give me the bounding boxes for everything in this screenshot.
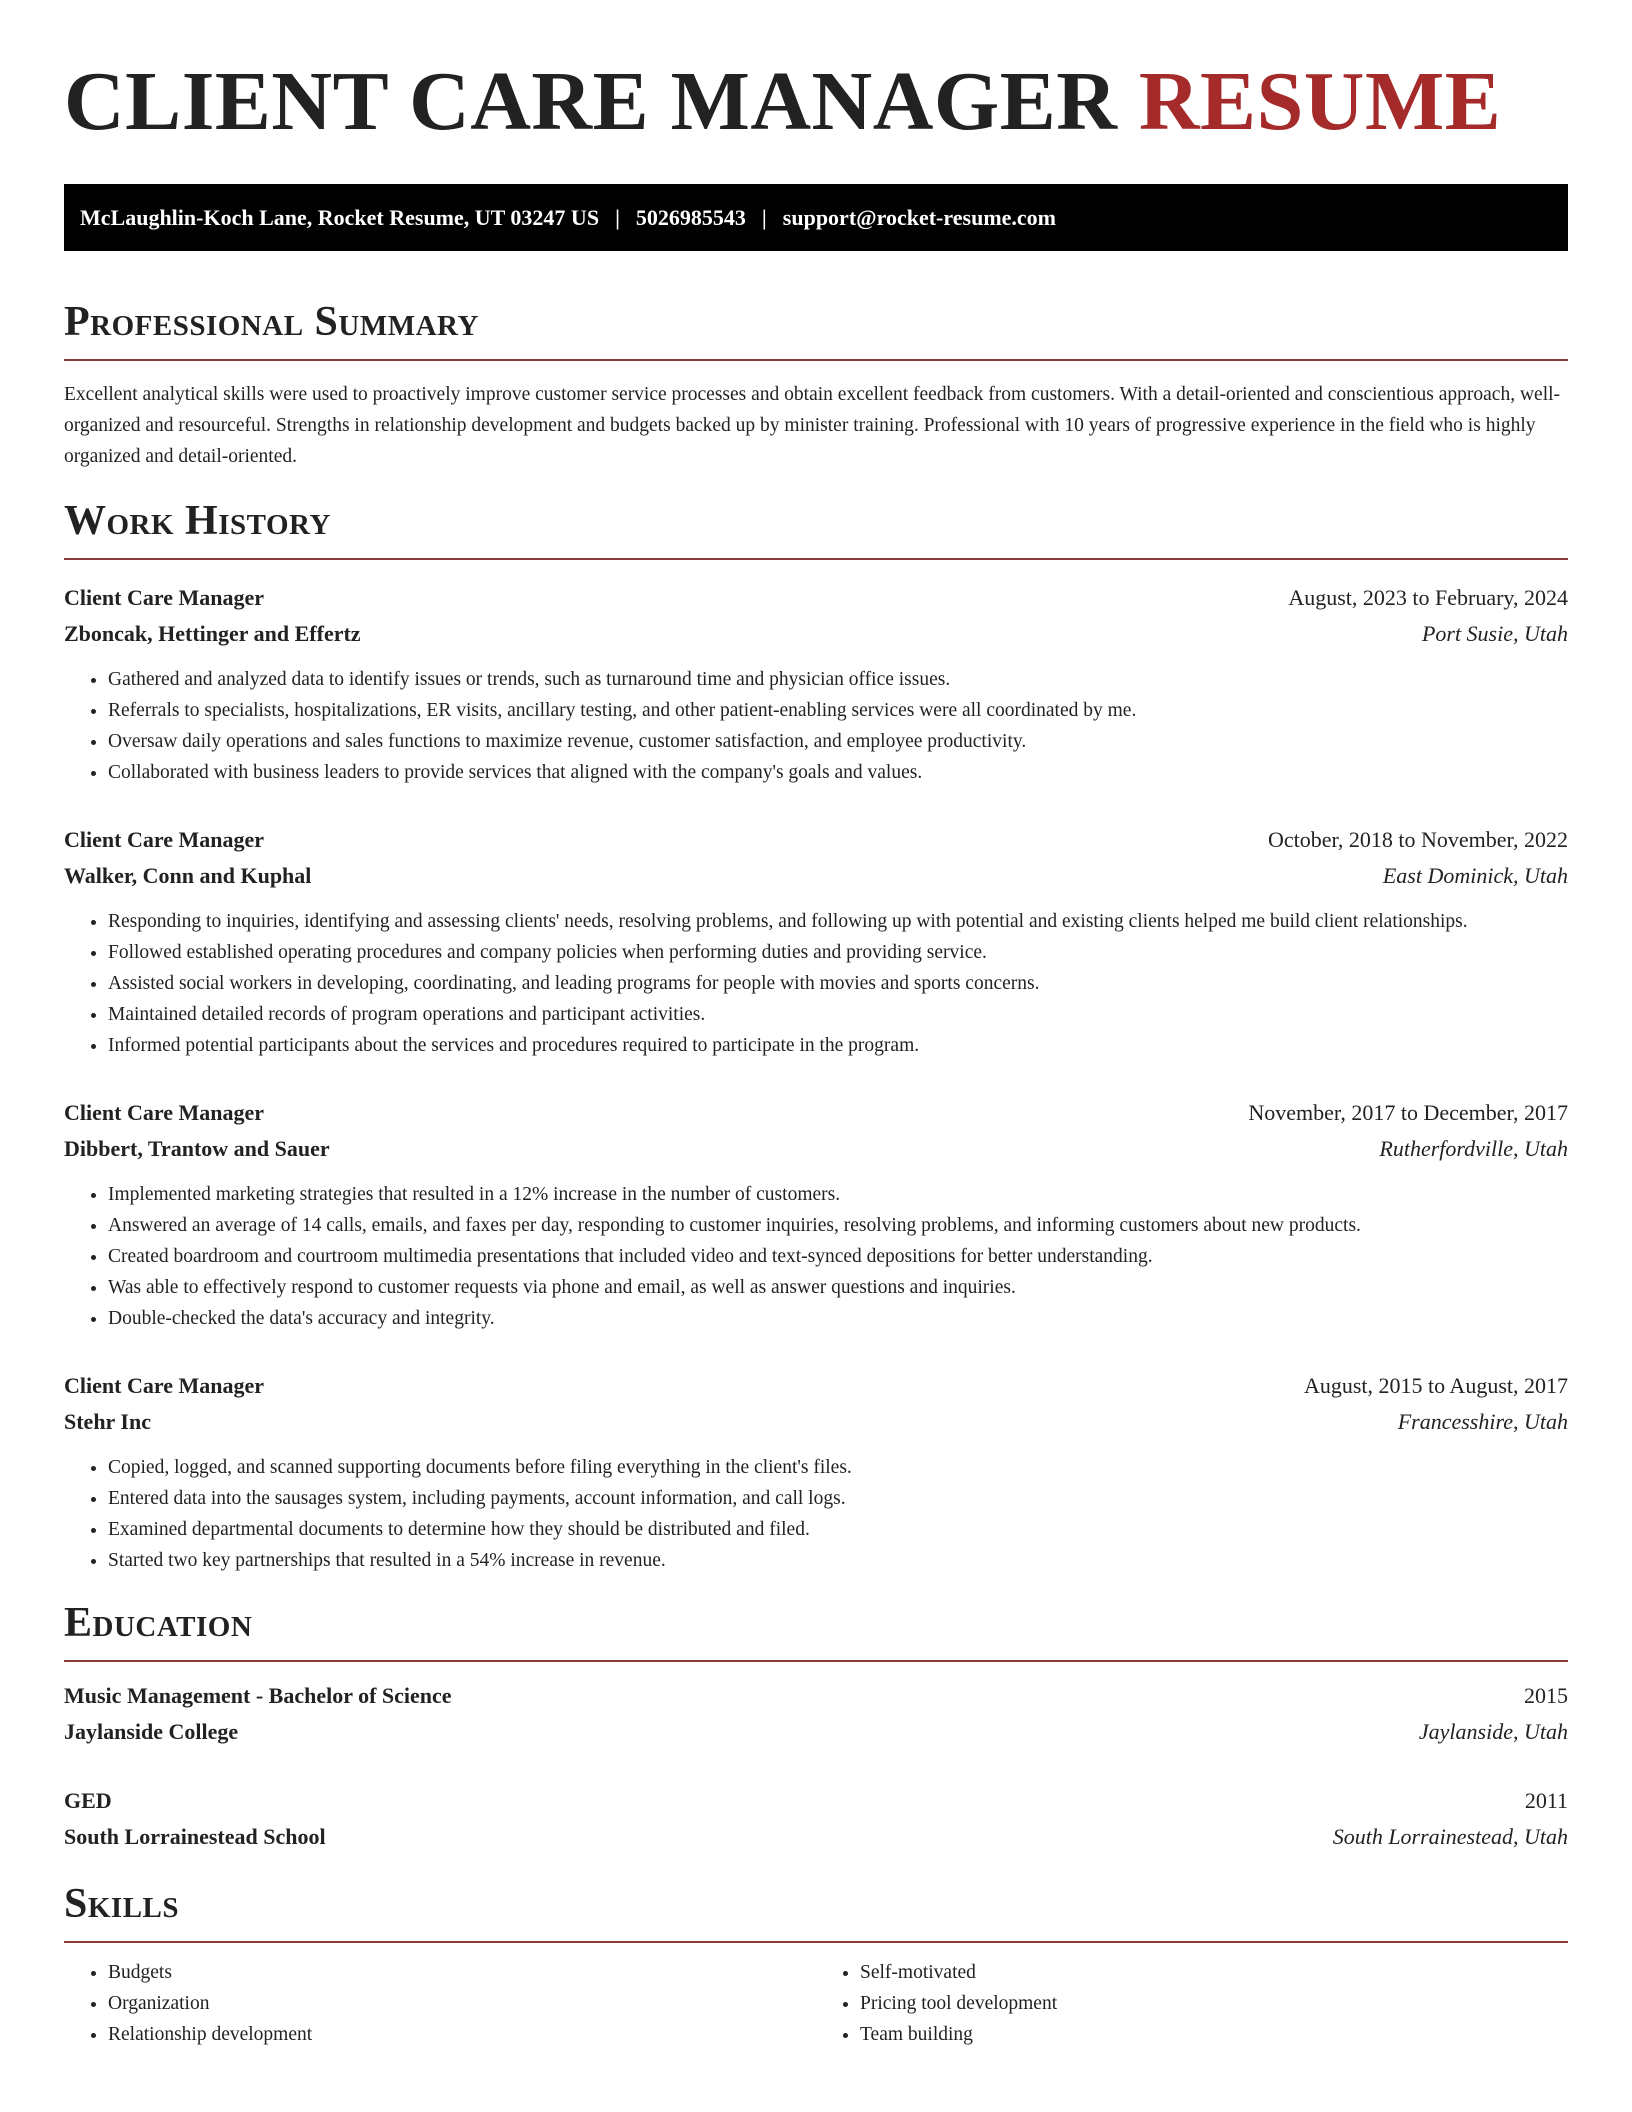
- section-title-skills: Skills: [64, 1883, 1568, 1943]
- job-bullet: • Implemented marketing strategies that resulted in a 12% increase in the number of customers.: [108, 1179, 1568, 1210]
- skills-column-left: [64, 1957, 816, 2050]
- section-title-work-history: Work History: [64, 500, 1568, 560]
- job-role: Client Care Manager: [64, 1100, 264, 1125]
- job-location: Rutherfordville, Utah: [1379, 1136, 1568, 1161]
- summary-text: Excellent analytical skills were used to proactively improve customer service processes and obtain excellent feedback from customers. With a detail-oriented and conscientious approach, well-organized and resourceful. Strengths in relationship development and budgets backed up by minister training. Professional with 10 years of progressive experience in the field who is highly organized and detail-oriented.: [64, 384, 1561, 467]
- job-location: East Dominick, Utah: [1382, 863, 1568, 888]
- job-role: Client Care Manager: [64, 827, 264, 852]
- job-bullet: • Entered data into the sausages system, including payments, account information, and call logs.: [108, 1483, 1568, 1514]
- job-company: Stehr Inc: [64, 1409, 151, 1434]
- job-entry: [64, 580, 1568, 788]
- job-entry: [64, 822, 1568, 1061]
- job-entry: [64, 1095, 1568, 1334]
- title-main: CLIENT CARE MANAGER: [64, 55, 1118, 148]
- skills-column-right: [816, 1957, 1568, 2050]
- job-bullet: • Copied, logged, and scanned supporting documents before filing everything in the client's files.: [108, 1452, 1568, 1483]
- education-location: South Lorrainestead, Utah: [1332, 1824, 1568, 1849]
- contact-address: McLaughlin-Koch Lane, Rocket Resume, UT 03247 US: [80, 204, 600, 230]
- job-bullet: • Gathered and analyzed data to identify issues or trends, such as turnaround time and physician office issues.: [108, 664, 1568, 695]
- job-bullet: • Started two key partnerships that resulted in a 54% increase in revenue.: [108, 1545, 1568, 1576]
- section-title-summary: Professional Summary: [64, 301, 1568, 361]
- job-location: Port Susie, Utah: [1421, 621, 1568, 646]
- education-degree: GED: [64, 1788, 112, 1813]
- skill-item: • Organization: [108, 1988, 816, 2019]
- skill-item: • Relationship development: [108, 2019, 816, 2050]
- resume-title: [64, 55, 1568, 148]
- job-dates: August, 2023 to February, 2024: [1288, 585, 1568, 610]
- skill-item: • Self-motivated: [860, 1957, 1568, 1988]
- education-entry: [64, 1678, 1568, 1750]
- education-location: Jaylanside, Utah: [1418, 1719, 1568, 1744]
- job-bullet: • Responding to inquiries, identifying and assessing clients' needs, resolving problems, and following up with potential and existing clients helped me build client relationships.: [108, 906, 1568, 937]
- job-bullets: [64, 1452, 1568, 1576]
- job-bullets: [64, 1179, 1568, 1334]
- job-company: Walker, Conn and Kuphal: [64, 863, 312, 888]
- contact-phone: 5026985543: [635, 204, 746, 230]
- education-school: South Lorrainestead School: [64, 1824, 326, 1849]
- skill-item: • Budgets: [108, 1957, 816, 1988]
- job-role: Client Care Manager: [64, 585, 264, 610]
- skills-list: [64, 1957, 1568, 2050]
- job-location: Francesshire, Utah: [1397, 1409, 1568, 1434]
- job-company: Zboncak, Hettinger and Effertz: [64, 621, 361, 646]
- education-year: 2011: [1524, 1788, 1568, 1813]
- contact-separator: |: [615, 204, 620, 230]
- job-bullet: • Answered an average of 14 calls, emails, and faxes per day, responding to customer inquiries, resolving problems, and informing customers about new products.: [108, 1210, 1568, 1241]
- education-year: 2015: [1524, 1683, 1568, 1708]
- job-dates: November, 2017 to December, 2017: [1248, 1100, 1568, 1125]
- job-bullets: [64, 906, 1568, 1061]
- contact-email: support@rocket-resume.com: [782, 204, 1056, 230]
- skill-item: • Pricing tool development: [860, 1988, 1568, 2019]
- job-entry: [64, 1368, 1568, 1576]
- education-school: Jaylanside College: [64, 1719, 239, 1744]
- job-bullet: • Followed established operating procedures and company policies when performing duties and providing service.: [108, 937, 1568, 968]
- job-bullets: [64, 664, 1568, 788]
- job-bullet: • Was able to effectively respond to customer requests via phone and email, as well as answer questions and inquiries.: [108, 1272, 1568, 1303]
- job-bullet: • Referrals to specialists, hospitalizations, ER visits, ancillary testing, and other patient-enabling services were all coordinated by me.: [108, 695, 1568, 726]
- job-dates: August, 2015 to August, 2017: [1303, 1373, 1568, 1398]
- job-company: Dibbert, Trantow and Sauer: [64, 1136, 330, 1161]
- contact-separator: |: [761, 204, 767, 230]
- job-dates: October, 2018 to November, 2022: [1267, 827, 1568, 852]
- job-bullet: • Created boardroom and courtroom multimedia presentations that included video and text-synced depositions for better understanding.: [108, 1241, 1568, 1272]
- job-role: Client Care Manager: [64, 1373, 264, 1398]
- job-bullet: • Collaborated with business leaders to provide services that aligned with the company's goals and values.: [108, 757, 1568, 788]
- skill-item: • Team building: [860, 2019, 1568, 2050]
- job-bullet: • Oversaw daily operations and sales functions to maximize revenue, customer satisfaction, and employee productivity.: [108, 726, 1568, 757]
- job-bullet: • Assisted social workers in developing, coordinating, and leading programs for people with movies and sports concerns.: [108, 968, 1568, 999]
- section-title-education: Education: [64, 1602, 1568, 1662]
- title-accent: RESUME: [1138, 55, 1502, 148]
- contact-bar: [64, 184, 1568, 251]
- job-bullet: • Double-checked the data's accuracy and integrity.: [108, 1303, 1568, 1334]
- education-degree: Music Management - Bachelor of Science: [64, 1683, 452, 1708]
- job-bullet: • Examined departmental documents to determine how they should be distributed and filed.: [108, 1514, 1568, 1545]
- job-bullet: • Informed potential participants about the services and procedures required to participate in the program.: [108, 1030, 1568, 1061]
- education-entry: [64, 1783, 1568, 1855]
- job-bullet: • Maintained detailed records of program operations and participant activities.: [108, 999, 1568, 1030]
